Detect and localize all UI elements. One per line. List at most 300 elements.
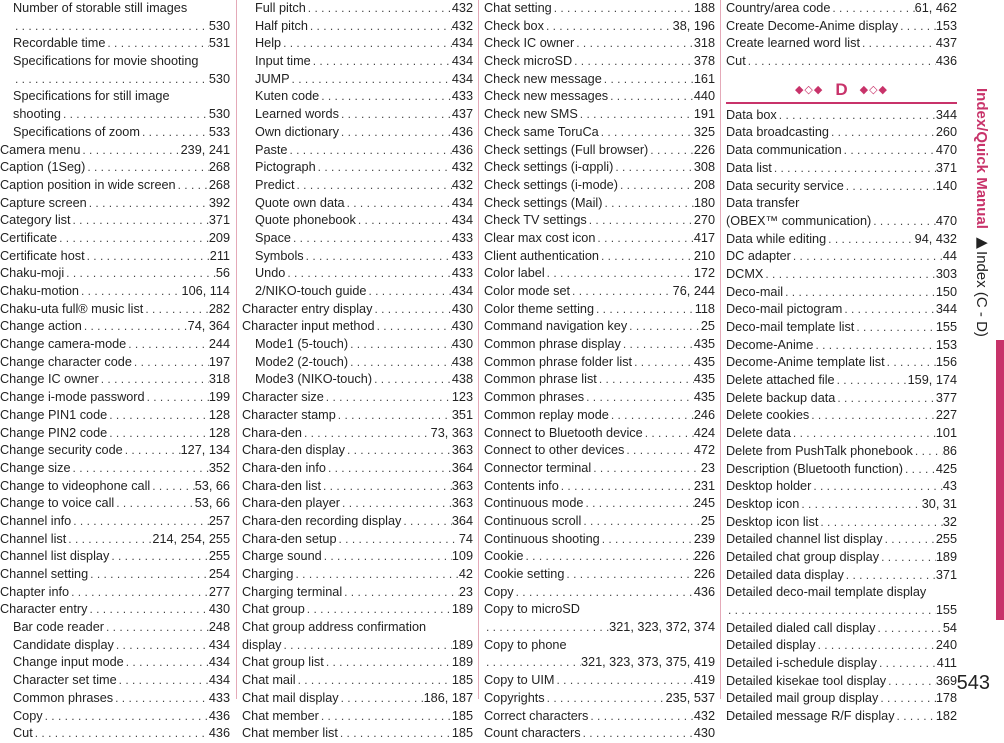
entry-term: Create learned word list bbox=[726, 36, 860, 51]
entry-term: Half pitch bbox=[255, 18, 308, 33]
index-entry bbox=[0, 53, 230, 71]
entry-term: Connect to other devices bbox=[484, 443, 625, 458]
entry-term: Symbols bbox=[255, 248, 304, 263]
index-entry bbox=[484, 230, 715, 248]
entry-term: Character entry bbox=[0, 602, 88, 617]
entry-pages: 392 bbox=[208, 195, 230, 210]
entry-pages: 180 bbox=[693, 195, 715, 210]
entry-term: Detailed mail group display bbox=[726, 691, 879, 706]
index-entry bbox=[484, 725, 715, 743]
index-column-1 bbox=[0, 0, 230, 743]
leader-dots bbox=[82, 318, 188, 336]
entry-pages: 363 bbox=[451, 496, 473, 511]
index-entry bbox=[0, 142, 230, 160]
leader-dots bbox=[813, 337, 935, 355]
leader-dots bbox=[595, 230, 693, 248]
leader-dots bbox=[366, 283, 451, 301]
index-entry bbox=[484, 265, 715, 283]
leader-dots bbox=[105, 35, 208, 53]
index-entry bbox=[0, 230, 230, 248]
entry-pages: 73, 363 bbox=[430, 425, 473, 440]
leader-dots bbox=[71, 513, 209, 531]
leader-dots bbox=[305, 601, 452, 619]
index-entry bbox=[726, 18, 957, 36]
leader-dots bbox=[372, 301, 451, 319]
entry-term: (OBEX™ communication) bbox=[726, 213, 872, 228]
leader-dots bbox=[809, 407, 936, 425]
index-entry bbox=[726, 531, 957, 549]
leader-dots bbox=[854, 319, 936, 337]
index-entry bbox=[484, 478, 715, 496]
leader-dots bbox=[71, 460, 209, 478]
entry-term: Channel list bbox=[0, 531, 67, 546]
entry-pages: 189 bbox=[451, 637, 473, 652]
entry-term: Check microSD bbox=[484, 54, 573, 69]
index-entry bbox=[242, 159, 473, 177]
leader-dots bbox=[842, 301, 935, 319]
entry-pages: 433 bbox=[451, 266, 473, 281]
entry-pages: 424 bbox=[693, 425, 715, 440]
leader-dots bbox=[552, 0, 694, 18]
entry-pages: 226 bbox=[693, 142, 715, 157]
index-entry bbox=[484, 460, 715, 478]
entry-pages: 437 bbox=[451, 107, 473, 122]
index-entry bbox=[484, 637, 715, 655]
entry-pages: 344 bbox=[935, 107, 957, 122]
entry-pages: 434 bbox=[451, 71, 473, 86]
leader-dots bbox=[555, 672, 694, 690]
leader-dots bbox=[913, 443, 943, 461]
index-entry bbox=[242, 265, 473, 283]
entry-pages: 118 bbox=[694, 301, 715, 316]
leader-dots bbox=[609, 407, 694, 425]
index-entry bbox=[242, 106, 473, 124]
index-entry bbox=[484, 654, 715, 672]
index-entry bbox=[242, 354, 473, 372]
ornament-left: ◆◇◆ bbox=[794, 84, 824, 97]
index-entry bbox=[0, 35, 230, 53]
entry-term: Color label bbox=[484, 266, 545, 281]
leader-dots bbox=[574, 35, 694, 53]
entry-term: Copy bbox=[13, 708, 43, 723]
entry-pages: 430 bbox=[451, 319, 473, 334]
index-entry bbox=[484, 584, 715, 602]
entry-term: Chara-den bbox=[242, 425, 302, 440]
entry-pages: 438 bbox=[451, 372, 473, 387]
index-entry bbox=[726, 319, 957, 337]
leader-dots bbox=[87, 601, 208, 619]
leader-dots bbox=[791, 425, 936, 443]
entry-term: Channel setting bbox=[0, 567, 89, 581]
leader-dots bbox=[559, 478, 694, 496]
entry-term: Delete attached file bbox=[726, 373, 835, 388]
entry-term: Chara-den player bbox=[242, 496, 341, 511]
entry-term: Create Decome-Anime display bbox=[726, 18, 899, 33]
entry-term: Detailed data display bbox=[726, 567, 844, 582]
entry-term: Color mode set bbox=[484, 284, 571, 298]
entry-term: Data security service bbox=[726, 178, 844, 193]
leader-dots bbox=[126, 336, 209, 354]
entry-pages: 533 bbox=[208, 124, 230, 139]
entry-term: Check settings (Mail) bbox=[484, 195, 603, 210]
entry-term: Chat member list bbox=[242, 726, 338, 741]
entry-pages: 470 bbox=[935, 213, 957, 228]
index-entry bbox=[242, 283, 473, 301]
index-entry bbox=[726, 461, 957, 479]
leader-dots bbox=[291, 230, 452, 248]
entry-term: Category list bbox=[0, 213, 71, 228]
index-entry bbox=[0, 478, 230, 496]
entry-term: Specifications for movie shooting bbox=[13, 54, 199, 69]
section-letter: D bbox=[835, 79, 848, 99]
entry-pages: 308 bbox=[693, 160, 715, 175]
leader-dots bbox=[375, 318, 452, 336]
entry-term: Detailed deco-mail template display bbox=[726, 585, 927, 600]
index-entry bbox=[242, 195, 473, 213]
leader-dots bbox=[597, 371, 694, 389]
leader-dots bbox=[348, 354, 452, 372]
index-entry bbox=[484, 124, 715, 142]
entry-term: Continuous scroll bbox=[484, 513, 582, 528]
entry-pages: 432 bbox=[451, 160, 473, 175]
index-entry bbox=[726, 620, 957, 638]
entry-pages: 244 bbox=[208, 337, 230, 352]
index-entry bbox=[484, 442, 715, 460]
entry-pages: 363 bbox=[451, 478, 473, 493]
index-entry bbox=[726, 372, 957, 390]
index-entry bbox=[726, 514, 957, 532]
entry-pages: 240 bbox=[935, 638, 957, 653]
entry-pages: 282 bbox=[208, 301, 230, 316]
index-entry bbox=[242, 584, 473, 602]
entry-term: Data while editing bbox=[726, 231, 827, 246]
index-entry bbox=[0, 725, 230, 743]
leader-dots bbox=[791, 248, 943, 266]
index-entry bbox=[242, 371, 473, 389]
index-entry bbox=[242, 212, 473, 230]
leader-dots bbox=[514, 584, 694, 602]
leader-dots bbox=[304, 248, 452, 266]
entry-term: Continuous mode bbox=[484, 496, 584, 511]
entry-term: Detailed chat group display bbox=[726, 549, 880, 564]
index-entry bbox=[726, 160, 957, 178]
entry-term: Data box bbox=[726, 107, 777, 122]
entry-term: Change to voice call bbox=[0, 496, 115, 511]
entry-term: Copy to phone bbox=[484, 637, 567, 652]
entry-pages: 430 bbox=[451, 301, 473, 316]
index-entry bbox=[484, 672, 715, 690]
index-entry bbox=[0, 318, 230, 336]
entry-pages: 531 bbox=[208, 36, 230, 51]
entry-term: Color theme setting bbox=[484, 301, 595, 316]
index-entry bbox=[484, 53, 715, 71]
index-entry bbox=[0, 460, 230, 478]
entry-term: Detailed channel list display bbox=[726, 532, 883, 547]
entry-term: Mode2 (2-touch) bbox=[255, 354, 349, 369]
entry-pages: 434 bbox=[208, 637, 230, 652]
index-entry bbox=[0, 248, 230, 266]
entry-term: Quote phonebook bbox=[255, 213, 356, 228]
index-entry bbox=[726, 213, 957, 231]
entry-term: Deco-mail template list bbox=[726, 320, 855, 334]
index-entry bbox=[484, 318, 715, 336]
index-entry bbox=[242, 35, 473, 53]
entry-term: Chat group bbox=[242, 602, 305, 617]
leader-dots bbox=[772, 160, 936, 178]
entry-pages: 318 bbox=[693, 36, 715, 51]
index-entry bbox=[0, 708, 230, 726]
entry-pages: 185 bbox=[451, 673, 473, 688]
entry-pages: 436 bbox=[935, 54, 957, 69]
leader-dots bbox=[132, 354, 209, 372]
entry-term: Deco-mail pictogram bbox=[726, 302, 843, 317]
leader-dots bbox=[599, 124, 694, 142]
leader-dots bbox=[345, 195, 452, 213]
entry-term: Change size bbox=[0, 460, 71, 475]
leader-dots bbox=[860, 35, 936, 53]
leader-dots bbox=[281, 35, 452, 53]
entry-term: Certificate bbox=[0, 230, 58, 245]
index-entry bbox=[242, 124, 473, 142]
entry-term: Change IC owner bbox=[0, 372, 99, 387]
leader-dots bbox=[64, 265, 216, 283]
leader-dots bbox=[602, 71, 694, 89]
leader-dots bbox=[842, 142, 936, 160]
index-entry bbox=[0, 18, 230, 36]
index-entry bbox=[484, 106, 715, 124]
entry-term: Detailed i-schedule display bbox=[726, 656, 877, 671]
entry-pages: 189 bbox=[451, 602, 473, 617]
entry-pages: 186, 187 bbox=[423, 690, 473, 705]
entry-term: Detailed kisekae tool display bbox=[726, 673, 887, 688]
entry-term: Character entry display bbox=[242, 301, 373, 316]
index-entry bbox=[0, 531, 230, 549]
index-entry bbox=[726, 53, 957, 71]
leader-dots bbox=[319, 88, 452, 106]
entry-pages: 303 bbox=[935, 266, 957, 281]
leader-dots bbox=[69, 584, 209, 602]
divider-rule bbox=[726, 102, 957, 104]
entry-term: Check settings (i-mode) bbox=[484, 177, 618, 192]
entry-term: Channel list display bbox=[0, 549, 110, 564]
entry-term: Help bbox=[255, 36, 282, 51]
entry-term: Desktop icon bbox=[726, 496, 800, 511]
entry-pages: 344 bbox=[935, 302, 957, 317]
index-entry bbox=[726, 390, 957, 408]
entry-term: Character set time bbox=[13, 673, 117, 688]
index-entry bbox=[0, 106, 230, 124]
index-entry bbox=[242, 708, 473, 726]
entry-pages: 351 bbox=[451, 407, 473, 422]
leader-dots bbox=[342, 584, 459, 602]
entry-pages: 434 bbox=[451, 213, 473, 228]
index-entry bbox=[484, 425, 715, 443]
leader-dots bbox=[886, 673, 936, 691]
entry-term: Mode1 (5-touch) bbox=[255, 337, 349, 352]
index-entry bbox=[242, 18, 473, 36]
entry-term: Character input method bbox=[242, 319, 375, 334]
index-entry bbox=[484, 513, 715, 531]
entry-pages: 23 bbox=[458, 584, 473, 599]
entry-pages: 433 bbox=[451, 248, 473, 263]
leader-dots bbox=[484, 619, 609, 637]
leader-dots bbox=[316, 159, 452, 177]
entry-term: Space bbox=[255, 230, 291, 245]
index-entry bbox=[0, 513, 230, 531]
entry-pages: 159, 174 bbox=[907, 373, 957, 388]
leader-dots bbox=[583, 495, 693, 513]
leader-dots bbox=[71, 212, 209, 230]
entry-pages: 257 bbox=[208, 513, 230, 528]
entry-term: Common phrases bbox=[13, 690, 114, 705]
entry-pages: 432 bbox=[451, 18, 473, 33]
leader-dots bbox=[632, 354, 694, 372]
entry-pages: 189 bbox=[935, 549, 957, 564]
leader-dots bbox=[871, 213, 936, 231]
entry-pages: 208 bbox=[693, 177, 715, 192]
index-entry bbox=[726, 124, 957, 142]
entry-pages: 435 bbox=[693, 390, 715, 405]
leader-dots bbox=[356, 212, 452, 230]
entry-term: Common phrases bbox=[484, 390, 585, 405]
leader-dots bbox=[818, 514, 943, 532]
entry-term: Change camera-mode bbox=[0, 337, 127, 352]
leader-dots bbox=[816, 637, 936, 655]
entry-pages: 199 bbox=[208, 390, 230, 405]
entry-pages: 140 bbox=[935, 178, 957, 193]
entry-pages: 417 bbox=[693, 230, 715, 245]
leader-dots bbox=[340, 495, 452, 513]
leader-dots bbox=[176, 177, 209, 195]
entry-pages: 161 bbox=[693, 71, 715, 86]
index-entry bbox=[484, 407, 715, 425]
index-entry bbox=[242, 637, 473, 655]
leader-dots bbox=[150, 478, 194, 496]
entry-pages: 435 bbox=[693, 337, 715, 352]
index-entry bbox=[0, 265, 230, 283]
leader-dots bbox=[746, 53, 936, 71]
index-entry bbox=[0, 601, 230, 619]
entry-term: Chapter info bbox=[0, 584, 70, 599]
index-entry bbox=[0, 637, 230, 655]
entry-pages: 109 bbox=[451, 549, 473, 564]
entry-pages: 470 bbox=[935, 143, 957, 158]
entry-pages: 268 bbox=[208, 160, 230, 175]
entry-pages: 231 bbox=[693, 478, 715, 493]
index-entry bbox=[726, 567, 957, 585]
entry-pages: 226 bbox=[693, 567, 715, 581]
entry-term: Data list bbox=[726, 160, 772, 175]
index-entry bbox=[0, 71, 230, 89]
entry-pages: 23 bbox=[700, 460, 715, 475]
entry-term: 2/NIKO-touch guide bbox=[255, 284, 367, 298]
leader-dots bbox=[835, 390, 935, 408]
index-entry bbox=[484, 708, 715, 726]
leader-dots bbox=[844, 567, 936, 585]
entry-term: Change i-mode password bbox=[0, 390, 145, 405]
entry-term: Mode3 (NIKO-touch) bbox=[255, 372, 373, 387]
leader-dots bbox=[624, 442, 693, 460]
section-divider-d bbox=[726, 73, 957, 107]
leader-dots bbox=[544, 18, 673, 36]
index-entry bbox=[242, 495, 473, 513]
entry-pages: 432 bbox=[693, 708, 715, 723]
leader-dots bbox=[124, 654, 209, 672]
entry-term: DC adapter bbox=[726, 249, 791, 264]
leader-dots bbox=[783, 284, 936, 302]
leader-dots bbox=[545, 265, 694, 283]
leader-dots bbox=[588, 708, 693, 726]
leader-dots bbox=[326, 460, 452, 478]
leader-dots bbox=[594, 301, 695, 319]
entry-term: Character size bbox=[242, 390, 324, 405]
leader-dots bbox=[564, 566, 693, 584]
leader-dots bbox=[61, 106, 209, 124]
leader-dots bbox=[600, 531, 694, 549]
entry-pages: 430 bbox=[208, 602, 230, 617]
entry-pages: 260 bbox=[935, 125, 957, 140]
leader-dots bbox=[627, 318, 701, 336]
leader-dots bbox=[572, 53, 694, 71]
leader-dots bbox=[143, 301, 209, 319]
index-entry bbox=[0, 371, 230, 389]
column-divider bbox=[478, 0, 479, 699]
entry-pages: 434 bbox=[451, 36, 473, 51]
leader-dots bbox=[99, 371, 209, 389]
entry-term: Data communication bbox=[726, 143, 842, 158]
entry-pages: 435 bbox=[693, 372, 715, 387]
index-entry bbox=[726, 637, 957, 655]
index-entry bbox=[242, 318, 473, 336]
leader-dots bbox=[608, 88, 694, 106]
entry-pages: 191 bbox=[693, 107, 715, 122]
leader-dots bbox=[311, 53, 452, 71]
leader-dots bbox=[324, 654, 452, 672]
index-entry bbox=[726, 337, 957, 355]
entry-pages: 155 bbox=[935, 603, 957, 617]
entry-pages: 53, 66 bbox=[194, 478, 230, 493]
leader-dots bbox=[401, 513, 451, 531]
entry-pages: 43 bbox=[942, 479, 957, 494]
leader-dots bbox=[613, 159, 694, 177]
index-entry bbox=[726, 35, 957, 53]
entry-pages: 86 bbox=[942, 443, 957, 458]
index-entry bbox=[726, 107, 957, 125]
page-number: 543 bbox=[956, 672, 990, 694]
entry-pages: 188 bbox=[693, 1, 715, 15]
index-entry bbox=[242, 425, 473, 443]
index-entry bbox=[242, 442, 473, 460]
entry-term: Charging terminal bbox=[242, 584, 343, 599]
leader-dots bbox=[306, 0, 452, 18]
leader-dots bbox=[140, 124, 209, 142]
entry-term: Caption position in wide screen bbox=[0, 177, 176, 192]
leader-dots bbox=[104, 619, 209, 637]
entry-term: Check IC owner bbox=[484, 36, 575, 51]
leader-dots bbox=[599, 248, 694, 266]
entry-term: Candidate display bbox=[13, 637, 114, 652]
entry-term: Copyrights bbox=[484, 690, 545, 705]
index-entry bbox=[726, 549, 957, 567]
entry-term: Connect to Bluetooth device bbox=[484, 425, 643, 440]
entry-term: Own dictionary bbox=[255, 124, 339, 139]
index-entry bbox=[0, 442, 230, 460]
entry-pages: 325 bbox=[693, 124, 715, 139]
entry-pages: 123 bbox=[451, 390, 473, 405]
entry-pages: 436 bbox=[208, 708, 230, 723]
index-entry bbox=[726, 425, 957, 443]
entry-term: Check TV settings bbox=[484, 213, 587, 228]
